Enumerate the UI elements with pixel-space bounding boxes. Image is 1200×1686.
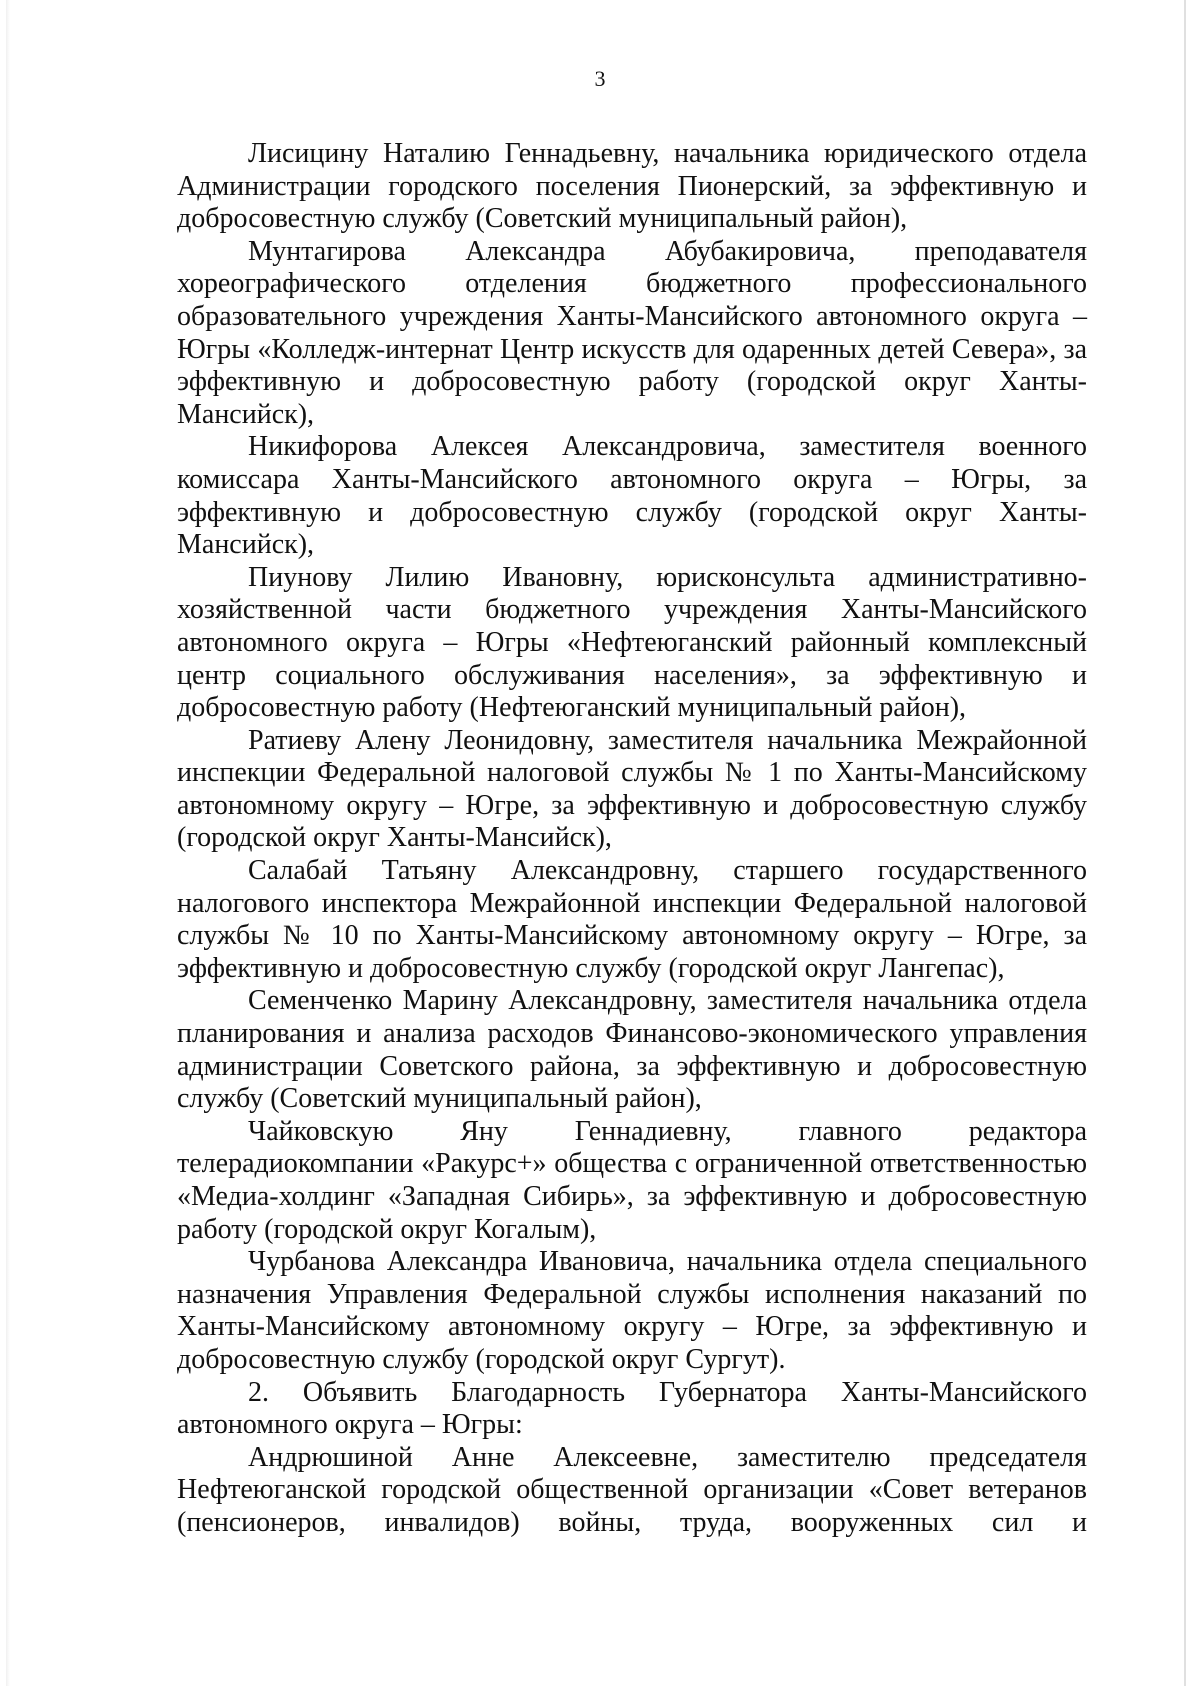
scan-edge-left [6, 0, 10, 1686]
paragraph-churbanov: Чурбанова Александра Ивановича, начальника отдела специального назначения Управления Федеральной службы исполнения наказаний по Ханты-Мансийскому автономному округу – Югре, за эффективную и добросовестную службу (городской округ Сургут). [177, 1246, 1087, 1375]
scan-edge-right [1184, 0, 1186, 1686]
paragraph-ratieva: Ратиеву Алену Леонидовну, заместителя начальника Межрайонной инспекции Федеральной налоговой службы № 1 по Ханты-Мансийскому автономному округу – Югре, за эффективную и добросовестную службу (городской округ Ханты-Мансийск), [177, 724, 1087, 854]
paragraph-chaikovskaya: Чайковскую Яну Геннадиевну, главного редактора телерадиокомпании «Ракурс+» общества с ограниченной ответственностью «Медиа-холдинг «Западная Сибирь», за эффективную и добросовестную работу (городской округ Когалым), [177, 1115, 1087, 1245]
paragraph-semenchenko: Семенченко Марину Александровну, заместителя начальника отдела планирования и анализа расходов Финансово-экономического управления администрации Советского района, за эффективную и добросовестную службу (Советский муниципальный район), [177, 985, 1087, 1115]
paragraph-lisitsina: Лисицину Наталию Геннадьевну, начальника юридического отдела Администрации городского поселения Пионерский, за эффективную и добросовестную службу (Советский муниципальный район), [177, 138, 1087, 235]
paragraph-piunova: Пиунову Лилию Ивановну, юрисконсульта административно-хозяйственной части бюджетного учреждения Ханты-Мансийского автономного округа – Югры «Нефтеюганский районный комплексный центр социального обслуживания населения», за эффективную и добросовестную работу (Нефтеюганский муниципальный район), [177, 561, 1087, 724]
document-body [177, 138, 1087, 1540]
paragraph-item-2: 2. Объявить Благодарность Губернатора Ханты-Мансийского автономного округа – Югры: [177, 1376, 1087, 1441]
page-number: 3 [594, 66, 606, 91]
paragraph-nikiforov: Никифорова Алексея Александровича, заместителя военного комиссара Ханты-Мансийского автономного округа – Югры, за эффективную и добросовестную службу (городской округ Ханты-Мансийск), [177, 431, 1087, 561]
paragraph-salabai: Салабай Татьяну Александровну, старшего государственного налогового инспектора Межрайонной инспекции Федеральной налоговой службы № 10 по Ханты-Мансийскому автономному округу – Югре, за эффективную и добросовестную службу (городской округ Лангепас), [177, 855, 1087, 984]
paragraph-muntagirov: Мунтагирова Александра Абубакировича, преподавателя хореографического отделения бюджетного профессионального образовательного учреждения Ханты-Мансийского автономного округа – Югры «Колледж-интернат Центр искусств для одаренных детей Севера», за эффективную и добросовестную работу (городской округ Ханты-Мансийск), [177, 235, 1087, 430]
paragraph-andryushina: Андрюшиной Анне Алексеевне, заместителю председателя Нефтеюганской городской общественной организации «Совет ветеранов (пенсионеров, инвалидов) войны, труда, вооруженных сил и [177, 1441, 1087, 1538]
